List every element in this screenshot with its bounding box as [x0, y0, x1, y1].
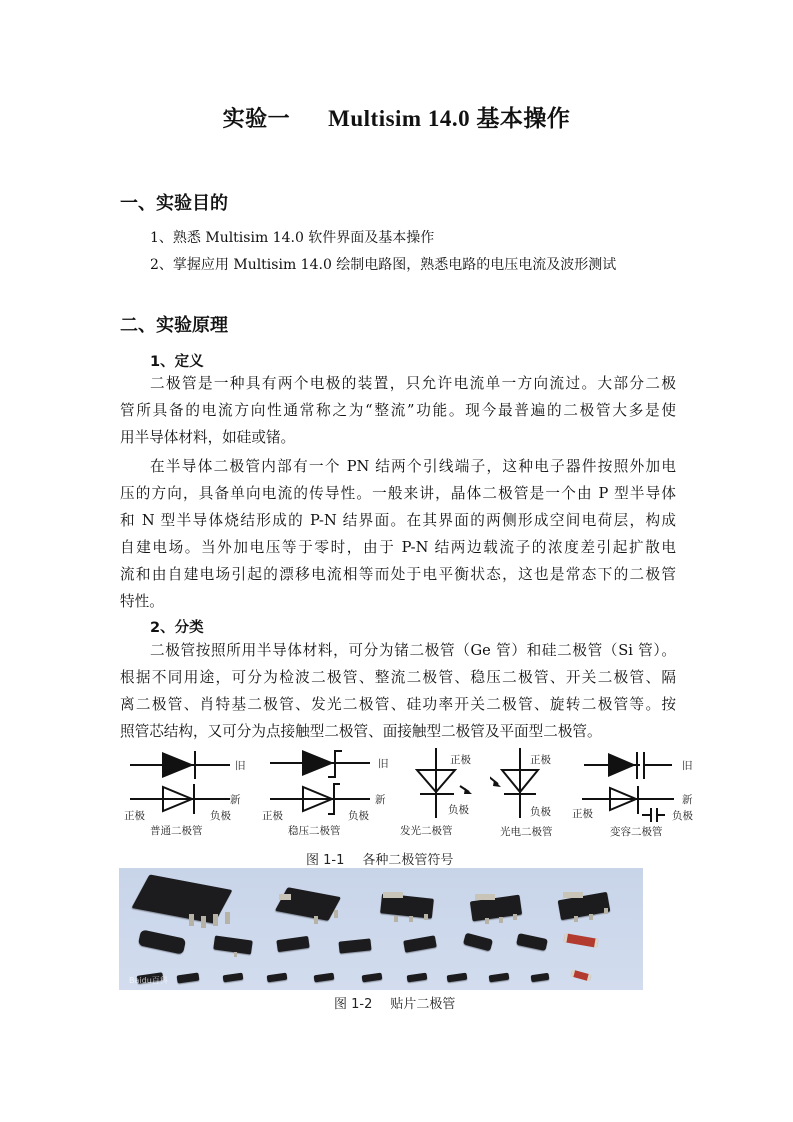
symbol-name: 变容二极管 [610, 826, 663, 838]
section-heading-principles: 二、实验原理 [120, 315, 228, 336]
smd-package-sot89 [213, 935, 253, 954]
figure2-caption [334, 993, 455, 1012]
text-line: 自建电场。当外加电压等于零时，由于 P-N 结两边载流子的浓度差引起扩散电 [120, 539, 676, 556]
label-anode: 正极 [262, 810, 283, 822]
smd-package-sot23 [338, 938, 371, 953]
smd-package-small [362, 973, 383, 983]
label-old: 旧 [378, 758, 389, 770]
label-cathode: 负极 [530, 806, 551, 818]
text-line: 照管芯结构，又可分为点接触型二极管、面接触型二极管及平面型二极管。 [120, 723, 602, 740]
text-line: 根据不同用途，可分为检波二极管、整流二极管、稳压二极管、开关二极管、隔 [120, 669, 676, 686]
subsection-heading-classification: 2、分类 [150, 620, 204, 636]
paragraph-pn-junction [120, 453, 676, 615]
label-cathode: 负极 [348, 810, 369, 822]
smd-package-dpak [275, 887, 341, 921]
objective-item: 2、掌握应用 Multisim 14.0 绘制电路图，熟悉电路的电压电流及波形测试 [150, 257, 617, 273]
smd-package-melf [563, 933, 598, 948]
figure1-caption [306, 849, 453, 868]
text-line: 特性。 [120, 593, 164, 610]
page-title [0, 100, 793, 133]
text-line: 二极管是一种具有两个电极的装置，只允许电流单一方向流过。大部分二极 [150, 375, 676, 392]
title-prefix: 实验一 [222, 106, 291, 132]
smd-package-sot23 [276, 936, 309, 952]
figure-diode-symbols [120, 748, 720, 843]
paragraph-classification [120, 637, 676, 745]
paragraph-definition [120, 370, 676, 451]
figure2-caption-text: 贴片二极管 [390, 997, 456, 1012]
label-cathode: 负极 [210, 810, 231, 822]
figure-smd-diodes-photo [119, 868, 643, 990]
symbol-photodiode [490, 748, 580, 843]
symbol-name: 普通二极管 [150, 825, 203, 837]
smd-package-small [407, 973, 428, 983]
smd-package-small [223, 973, 244, 983]
smd-package-small [531, 973, 550, 982]
text-line: 和 N 型半导体烧结形成的 P-N 结界面。在其界面的两侧形成空间电荷层，构成 [120, 512, 676, 529]
title-main: Multisim 14.0 基本操作 [328, 106, 571, 131]
symbol-name: 发光二极管 [400, 825, 453, 837]
smd-package-sod [463, 933, 493, 952]
smd-package-sot23 [403, 935, 437, 952]
text-line: 流和由自建电场引起的漂移电流相等而处于电平衡状态，这也是常态下的二极管 [120, 566, 676, 583]
label-new: 新 [230, 794, 241, 806]
text-line: 二极管按照所用半导体材料，可分为锗二极管（Ge 管）和硅二极管（Si 管）。 [150, 642, 676, 659]
symbol-zener-diode [260, 748, 400, 843]
text-line: 用半导体材料，如硅或锗。 [120, 429, 296, 446]
label-cathode: 负极 [448, 804, 469, 816]
figure1-caption-text: 各种二极管符号 [362, 853, 454, 868]
symbol-name: 稳压二极管 [288, 825, 341, 837]
label-anode: 正极 [572, 808, 593, 820]
smd-package-sma [138, 929, 186, 954]
subsection-heading-definition: 1、定义 [150, 354, 204, 370]
symbol-name: 光电二极管 [500, 826, 553, 838]
smd-package-mini-melf [570, 970, 591, 982]
label-anode: 正极 [450, 754, 471, 766]
symbol-varactor [572, 748, 722, 843]
symbol-led [402, 748, 492, 843]
text-line: 压的方向，具备单向电流的传导性。一般来讲，晶体二极管是一个由 P 型半导体 [120, 485, 676, 502]
text-line: 管所具备的电流方向性通常称之为“整流”功能。现今最普遍的二极管大多是使 [120, 402, 676, 419]
label-anode: 正极 [530, 754, 551, 766]
label-new: 新 [682, 794, 693, 806]
label-new: 新 [375, 794, 386, 806]
label-anode: 正极 [124, 810, 145, 822]
text-line: 在半导体二极管内部有一个 PN 结两个引线端子，这种电子器件按照外加电 [150, 458, 676, 475]
text-line: 离二极管、肖特基二极管、发光二极管、硅功率开关二极管、旋转二极管等。按 [120, 696, 676, 713]
figure2-caption-number: 图 1-2 [334, 997, 373, 1012]
smd-package-small [447, 973, 468, 983]
symbol-ordinary-diode [120, 748, 260, 843]
label-old: 旧 [235, 760, 246, 772]
smd-package-small [267, 973, 288, 983]
smd-package-small [314, 973, 335, 983]
smd-package-sod [516, 933, 548, 951]
section-heading-objectives: 一、实验目的 [120, 193, 228, 214]
label-cathode: 负极 [672, 810, 693, 822]
smd-package-small [177, 973, 200, 984]
figure1-caption-number: 图 1-1 [306, 853, 345, 868]
objective-item: 1、熟悉 Multisim 14.0 软件界面及基本操作 [150, 230, 435, 246]
label-old: 旧 [682, 760, 693, 772]
photo-watermark: Baidu百科 [129, 976, 168, 985]
smd-package-small [489, 973, 510, 983]
